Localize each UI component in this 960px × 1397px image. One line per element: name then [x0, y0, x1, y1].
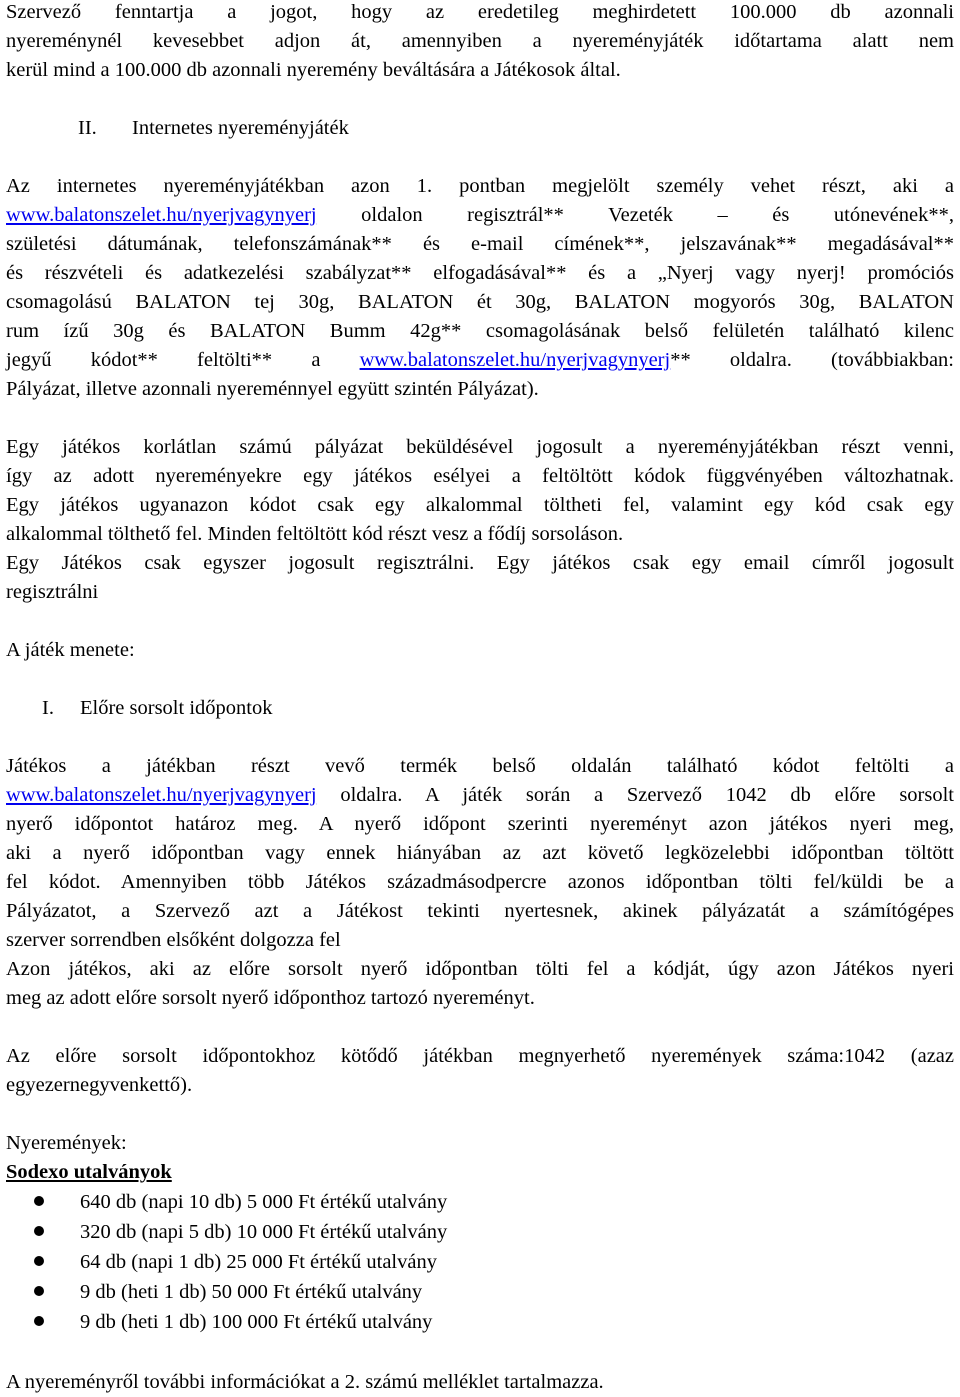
footer-note: A nyereményről további információkat a 2. számú melléklet tartalmazza.	[6, 1371, 604, 1393]
para1-line-2	[6, 201, 954, 230]
prize-item-text: 64 db (napi 1 db) 25 000 Ft értékű utalvány	[80, 1251, 437, 1273]
para3-line-1: Játékos a játékban részt vevő termék belső oldalán található kódot feltölti a	[6, 755, 954, 777]
para3-line-8: Azon játékos, aki az előre sorsolt nyerő időpontban tölti fel a kódját, úgy azon Játékos nyeri	[6, 958, 954, 980]
prize-item	[34, 1248, 934, 1277]
bullet-icon	[34, 1286, 44, 1296]
para1-line-7-text-a: jegyű kódot** feltölti** a	[6, 349, 360, 371]
prizes-heading: Sodexo utalványok	[6, 1161, 172, 1183]
para2-line-2: így az adott nyereményekre egy játékos esélyei a feltöltött kódok függvényében változhatnak.	[6, 465, 954, 487]
para2-line-3: Egy játékos ugyanazon kódot csak egy alkalommal töltheti fel, valamint egy kód csak egy	[6, 494, 954, 516]
intro-line-2: nyereménynél kevesebbet adjon át, amennyiben a nyereményjáték időtartama alatt nem	[6, 30, 954, 52]
section-title: Internetes nyereményjáték	[132, 117, 349, 139]
bullet-icon	[34, 1196, 44, 1206]
prize-item-text: 9 db (heti 1 db) 50 000 Ft értékű utalvány	[80, 1281, 423, 1303]
para2-line-4: alkalommal tölthető fel. Minden feltöltött kód részt vesz a főd​íj sorsoláson.	[6, 523, 624, 545]
game-flow-heading: A játék menete:	[6, 639, 135, 661]
prize-item	[34, 1218, 934, 1247]
para1-line-8: Pályázat, illetve azonnali nyereménnyel együtt szintén Pályázat).	[6, 378, 539, 400]
prize-item	[34, 1278, 934, 1307]
website-link[interactable]: www.balatonszelet.hu/nyerjvagynyerj	[6, 784, 317, 806]
section-number: II.	[78, 117, 97, 139]
intro-line-3: kerül mind a 100.000 db azonnali nyeremény beváltására a Játékosok által.	[6, 59, 621, 81]
para1-line-7	[6, 346, 954, 375]
website-link[interactable]: www.balatonszelet.hu/nyerjvagynyerj	[359, 349, 671, 371]
section-heading-internet-game	[6, 114, 954, 143]
prizes-label: Nyeremények:	[6, 1132, 127, 1154]
para3-line-6: Pályázatot, a Szervező azt a Játékost tekinti nyertesnek, akinek pályázatát a számítógépes	[6, 900, 954, 922]
para1-line-6: rum ízű 30g és BALATON Bumm 42g** csomagolásának belső felületén található kilenc	[6, 320, 954, 342]
prize-item-text: 640 db (napi 10 db) 5 000 Ft értékű utalvány	[80, 1191, 448, 1213]
para1-line-2-text: oldalon regisztrál** Vezeték – és utónevének**,	[316, 204, 954, 226]
para4-line-1: Az előre sorsolt időpontokhoz kötődő játékban megnyerhető nyeremények száma:1042 (azaz	[6, 1045, 954, 1067]
bullet-icon	[34, 1226, 44, 1236]
prize-item	[34, 1188, 934, 1217]
prize-item-text: 9 db (heti 1 db) 100 000 Ft értékű utalvány	[80, 1311, 433, 1333]
website-link[interactable]: www.balatonszelet.hu/nyerjvagynyerj	[6, 204, 317, 226]
section-number: I.	[42, 697, 54, 719]
para3-line-3: nyerő időpontot határoz meg. A nyerő időpont szerinti nyereményt azon játékos nyeri meg,	[6, 813, 954, 835]
para3-line-9: meg az adott előre sorsolt nyerő időponthoz tartozó nyereményt.	[6, 987, 535, 1009]
para3-line-2-text: oldalra. A játék során a Szervező 1042 db előre sorsolt	[316, 784, 954, 806]
para4-line-2: egyezernegyvenkettő).	[6, 1074, 193, 1096]
para3-line-2	[6, 781, 954, 810]
para2-line-1: Egy játékos korlátlan számú pályázat beküldésével jogosult a nyereményjátékban részt venni,	[6, 436, 954, 458]
para2-line-6: regisztrálni	[6, 581, 99, 603]
para3-line-5: fel kódot. Amennyiben több Játékos századmásodpercre azonos időpontban tölti fel/küldi be a	[6, 871, 954, 893]
para2-line-5: Egy Játékos csak egyszer jogosult regisztrálni. Egy játékos csak egy email címről jogosult	[6, 552, 954, 574]
prize-item	[34, 1308, 934, 1337]
bullet-icon	[34, 1256, 44, 1266]
para3-line-7: szerver sorrendben elsőként dolgozza fel	[6, 929, 341, 951]
para1-line-5: csomagolású BALATON tej 30g, BALATON ét 30g, BALATON mogyorós 30g, BALATON	[6, 291, 954, 313]
para3-line-4: aki a nyerő időpontban vagy ennek hiányában az azt követő legközelebbi időpontban töltött	[6, 842, 954, 864]
para1-line-7-text-b: ** oldalra. (továbbiakban:	[670, 349, 954, 371]
para1-line-1: Az internetes nyereményjátékban azon 1. pontban megjelölt személy vehet részt, aki a	[6, 175, 954, 197]
intro-line-1: Szervező fenntartja a jogot, hogy az eredetileg meghirdetett 100.000 db azonnali	[6, 1, 954, 23]
para1-line-4: és részvételi és adatkezelési szabályzat** elfogadásával** és a „Nyerj vagy nyerj! promóciós	[6, 262, 954, 284]
section-heading-timeslots	[6, 694, 954, 723]
prize-item-text: 320 db (napi 5 db) 10 000 Ft értékű utalvány	[80, 1221, 448, 1243]
para1-line-3: születési dátumának, telefonszámának** és e-mail címének**, jelszavának** megadásával**	[6, 233, 954, 255]
section-title: Előre sorsolt időpontok	[80, 697, 273, 719]
bullet-icon	[34, 1316, 44, 1326]
